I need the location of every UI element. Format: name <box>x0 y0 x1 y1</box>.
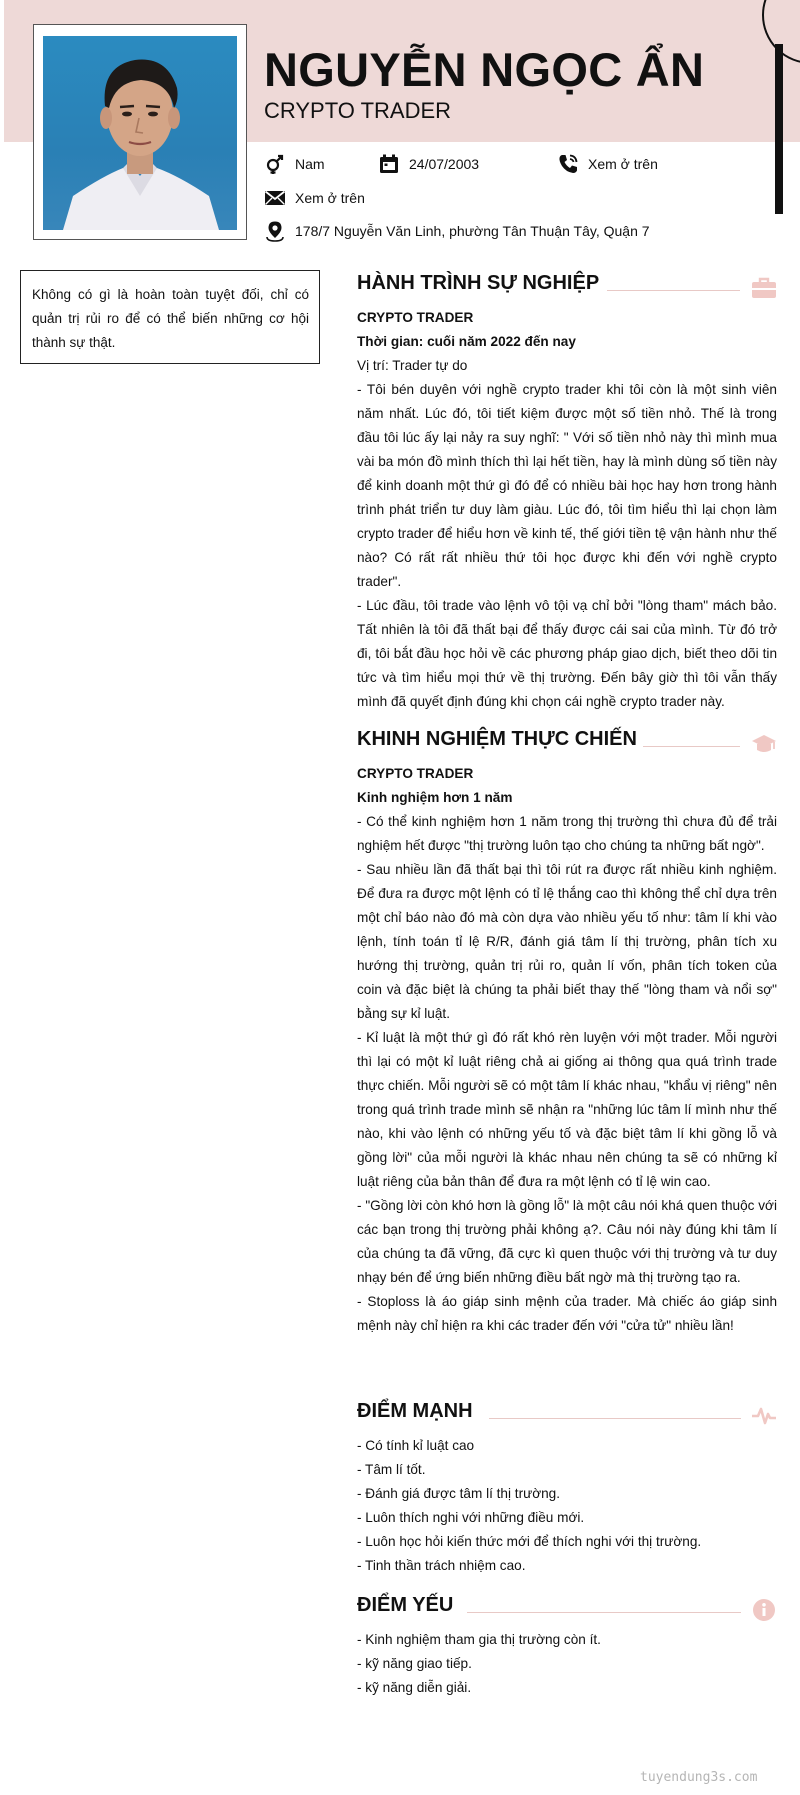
decorative-bar <box>775 44 783 214</box>
section-title: ĐIỂM YẾU <box>357 1594 459 1617</box>
strength-item: - Luôn học hỏi kiến thức mới để thích nghi với thị trường. <box>357 1534 702 1549</box>
graduation-cap-icon <box>751 732 777 756</box>
section-divider <box>489 1418 741 1419</box>
address-value: 178/7 Nguyễn Văn Linh, phường Tân Thuận Tây, Quận 7 <box>295 223 650 239</box>
watermark: tuyendung3s.com <box>640 1770 758 1785</box>
career-time: Thời gian: cuối năm 2022 đến nay <box>357 334 576 349</box>
section-strengths <box>357 1400 777 1578</box>
section-divider <box>607 290 740 291</box>
experience-paragraph: - Có thể kinh nghiệm hơn 1 năm trong thị trường thì chưa đủ để trải nghiệm hết được "thị trường luôn tạo cho chúng ta những bất ngờ". <box>357 814 777 853</box>
experience-duration: Kinh nghiệm hơn 1 năm <box>357 790 513 805</box>
section-divider <box>467 1612 741 1613</box>
phone-value: Xem ở trên <box>588 156 658 172</box>
quote-text: Không có gì là hoàn toàn tuyệt đối, chỉ có quản trị rủi ro để có thể biến những cơ hội thành sự thật. <box>32 287 309 350</box>
career-paragraph: - Tôi bén duyên với nghề crypto trader khi tôi còn là một sinh viên năm nhất. Lúc đó, tôi tiết kiệm được một số tiền nhỏ. Thế là trong đầu tôi lúc ấy lại nảy ra suy nghĩ: " Với số tiền nhỏ này thì mình mua vài ba món đồ mình thích thì lại hết tiền, hay là mình dùng số tiền này để kinh doanh một thứ gì đó để có nhiều bài học hay hơn trong hành trình phát triển tư duy làm giàu. Lúc đó, tôi tìm hiểu thì lại chọn làm crypto trader để hiểu hơn về kinh tế, thế giới tiền tệ vận hành như thế nào? Có rất rất nhiều thứ tôi học được khi đến với nghề crypto trader". <box>357 382 777 589</box>
strength-item: - Tinh thần trách nhiệm cao. <box>357 1558 526 1573</box>
experience-company: CRYPTO TRADER <box>357 766 474 781</box>
experience-paragraph: - Kỉ luật là một thứ gì đó rất khó rèn luyện với một trader. Mỗi người thì lại có một kỉ luật riêng chả ai giống ai thông qua quá trình trade thực chiến. Mỗi người sẽ có một tâm lí khác nhau, "khẩu vị riêng" nên trong quá trình trade mình sẽ nhận ra "những lúc tâm lí mình như thế nào, khi vào lệnh có những yếu tố và đặc biệt tâm lí khi gồng lỗ và gồng lời" của mỗi người là khác nhau nên chúng ta sẽ có những kỉ luật riêng của bản thân để đưa ra một lệnh có tỉ lệ win cao. <box>357 1030 777 1189</box>
birthdate-value: 24/07/2003 <box>409 156 480 172</box>
section-career <box>357 272 777 714</box>
info-email <box>264 187 365 209</box>
experience-paragraph: - Sau nhiều lần đã thất bại thì tôi rút ra được rất nhiều kinh nghiệm. Để đưa ra được một lệnh có tỉ lệ thắng cao thì không thể chỉ dựa trên một chỉ báo nào đó mà còn dựa vào nhiều yếu tố như: tâm lí khi vào lệnh, tính toán tỉ lệ R/R, đánh giá tâm lí thị trường, phân tích xu hướng thị trường, quản trị rủi ro, quản lí vốn, phân tích token của coin và đặc biệt là chúng ta phải biết thay thế "lòng tham và nổi sợ" bằng sự kỉ luật. <box>357 862 777 1021</box>
section-title: KHINH NGHIỆM THỰC CHIẾN <box>357 728 643 751</box>
quote-box <box>20 270 320 364</box>
profile-photo <box>43 36 237 230</box>
strength-item: - Tâm lí tốt. <box>357 1462 426 1477</box>
info-address <box>264 220 650 242</box>
candidate-name: NGUYỄN NGỌC ẨN <box>264 43 705 96</box>
portrait-image <box>43 36 237 230</box>
info-birthdate <box>378 153 479 175</box>
briefcase-icon <box>751 276 777 300</box>
info-icon <box>751 1598 777 1622</box>
gender-icon <box>264 153 286 175</box>
candidate-title: CRYPTO TRADER <box>264 98 452 123</box>
career-company: CRYPTO TRADER <box>357 310 474 325</box>
calendar-icon <box>378 153 400 175</box>
strength-item: - Luôn thích nghi với những điều mới. <box>357 1510 585 1525</box>
section-experience <box>357 728 777 1338</box>
weakness-item: - Kinh nghiệm tham gia thị trường còn ít. <box>357 1632 601 1647</box>
career-paragraph: - Lúc đầu, tôi trade vào lệnh vô tội vạ chỉ bởi "lòng tham" mách bảo. Tất nhiên là tôi đã thất bại để thấy được cái sai của mình. Từ đó trở đi, tôi bắt đầu học hỏi về các phương pháp giao dịch, biết theo dõi tin tức và tìm hiểu mọi thứ về thị trường. Đến bây giờ thì tôi vẫn thấy mình đã quyết định đúng khi chọn cái nghề crypto trader này. <box>357 598 777 709</box>
info-gender <box>264 153 325 175</box>
experience-paragraph: - Stoploss là áo giáp sinh mệnh của trader. Mà chiếc áo giáp sinh mệnh này chỉ hiện ra khi các trader đến với "cửa tử" nhiều lần! <box>357 1294 777 1333</box>
section-weaknesses <box>357 1594 777 1700</box>
email-value: Xem ở trên <box>295 190 365 206</box>
weakness-item: - kỹ năng giao tiếp. <box>357 1656 472 1671</box>
phone-icon <box>557 153 579 175</box>
experience-paragraph: - "Gồng lời còn khó hơn là gồng lỗ" là một câu nói khá quen thuộc với các bạn trong thị trường phải không ạ?. Câu nói này đúng khi tâm lí của chúng ta đã vững, đã cực kì quen thuộc với thị trường và tư duy nhạy bén để ứng biến những điều bất ngờ mà thị trường tạo ra. <box>357 1198 777 1285</box>
section-title: ĐIỂM MẠNH <box>357 1400 479 1423</box>
location-icon <box>264 220 286 242</box>
strength-item: - Có tính kỉ luật cao <box>357 1438 475 1453</box>
heartbeat-icon <box>751 1404 777 1428</box>
career-position: Vị trí: Trader tự do <box>357 358 468 373</box>
mail-icon <box>264 187 286 209</box>
gender-value: Nam <box>295 156 325 172</box>
strength-item: - Đánh giá được tâm lí thị trường. <box>357 1486 561 1501</box>
info-phone <box>557 153 658 175</box>
section-title: HÀNH TRÌNH SỰ NGHIỆP <box>357 272 605 295</box>
weakness-item: - kỹ năng diễn giải. <box>357 1680 472 1695</box>
profile-photo-frame <box>33 24 247 240</box>
